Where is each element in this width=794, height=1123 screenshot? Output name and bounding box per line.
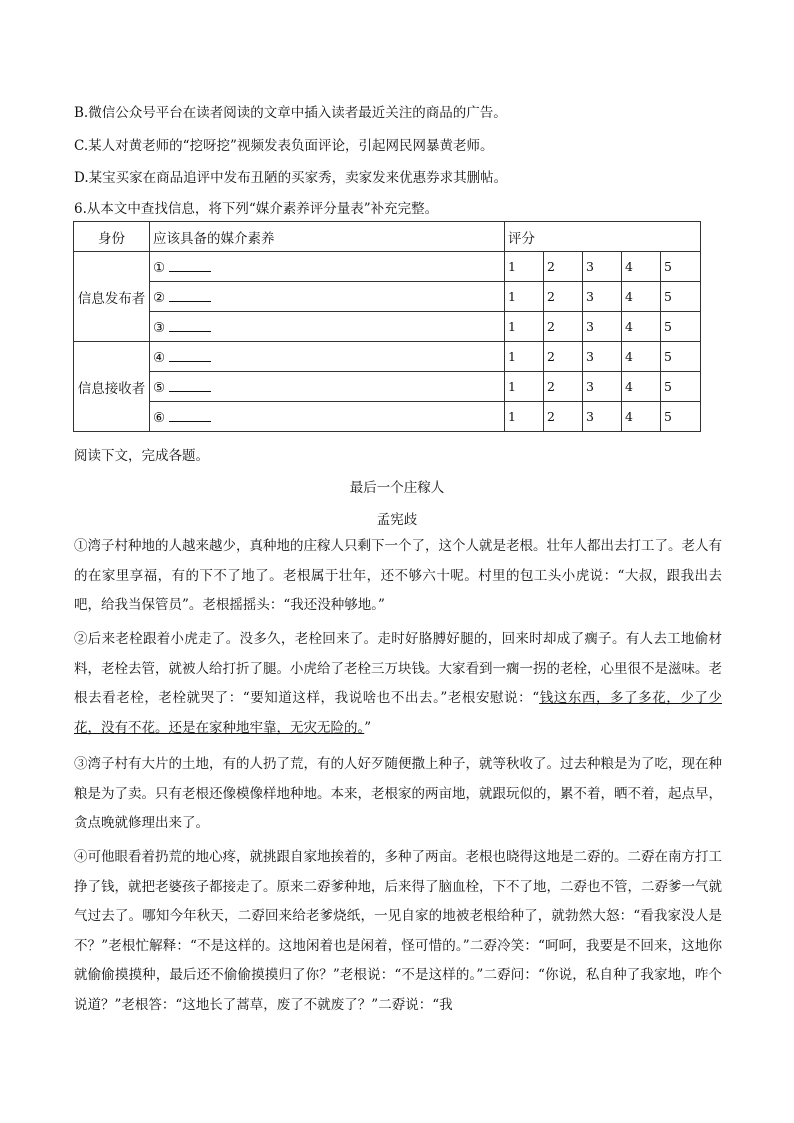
blank-marker: ⑥: [153, 410, 166, 426]
table-row: [74, 312, 701, 342]
answer-blank-4[interactable]: [150, 342, 505, 372]
score-option[interactable]: 2: [544, 312, 583, 342]
table-row: [74, 282, 701, 312]
blank-marker: ④: [153, 350, 166, 366]
header-role: 身份: [74, 222, 150, 252]
answer-blank-5[interactable]: [150, 372, 505, 402]
table-row: [74, 252, 701, 282]
option-c: C.某人对黄老师的“挖呀挖”视频发表负面评论，引起网民网暴黄老师。: [74, 138, 494, 154]
score-option[interactable]: 2: [544, 282, 583, 312]
score-option[interactable]: 2: [544, 402, 583, 432]
article-title: 最后一个庄稼人: [349, 480, 445, 496]
score-option[interactable]: 1: [505, 372, 544, 402]
blank-marker: ②: [153, 290, 166, 306]
answer-underline: [169, 257, 211, 272]
score-option[interactable]: 5: [661, 312, 701, 342]
paragraph-1: ①湾子村种地的人越来越少，真种地的庄稼人只剩下一个了，这个人就是老根。壮年人都出去打工了。老人有的在家里享福，有的下不了地了。老根属于壮年，还不够六十呢。村里的包工头小虎说：“大叔，跟我出去吧，给我当保管员”。老根摇摇头：“我还没种够地。”: [74, 538, 722, 613]
score-option[interactable]: 4: [622, 312, 661, 342]
option-d: D.某宝买家在商品追评中发布丑陋的买家秀，卖家发来优惠券求其删帖。: [74, 170, 508, 186]
score-option[interactable]: 1: [505, 312, 544, 342]
paragraph-2-text: ②后来老栓跟着小虎走了。没多久，老栓回来了。走时好胳膊好腿的，回来时却成了瘸子。有人去工地偷材料，老栓去管，就被人给打折了腿。小虎给了老栓三万块钱。大家看到一瘸一拐的老栓，心里很不是滋味。老根去看老栓，老栓就哭了：“要知道这样，我说啥也不出去。”老根安慰说：“: [74, 631, 722, 706]
answer-underline: [169, 377, 211, 392]
score-option[interactable]: 1: [505, 252, 544, 282]
answer-blank-2[interactable]: [150, 282, 505, 312]
role-publisher: 信息发布者: [74, 252, 150, 342]
score-option[interactable]: 1: [505, 342, 544, 372]
role-receiver: 信息接收者: [74, 342, 150, 432]
table-row: [74, 342, 701, 372]
score-option[interactable]: 3: [583, 402, 622, 432]
score-option[interactable]: 3: [583, 312, 622, 342]
header-literacy: 应该具备的媒介素养: [150, 222, 505, 252]
answer-underline: [169, 287, 211, 302]
score-option[interactable]: 4: [622, 402, 661, 432]
score-option[interactable]: 5: [661, 282, 701, 312]
blank-marker: ⑤: [153, 380, 166, 396]
score-option[interactable]: 4: [622, 342, 661, 372]
score-option[interactable]: 3: [583, 252, 622, 282]
score-option[interactable]: 5: [661, 342, 701, 372]
score-option[interactable]: 5: [661, 372, 701, 402]
score-option[interactable]: 4: [622, 252, 661, 282]
paragraph-2: [74, 625, 722, 743]
score-option[interactable]: 2: [544, 372, 583, 402]
answer-underline: [169, 407, 211, 422]
question-6-prompt: 6.从本文中查找信息，将下列“媒介素养评分量表”补充完整。: [74, 201, 439, 217]
table-row: [74, 372, 701, 402]
blank-marker: ①: [153, 260, 166, 276]
score-option[interactable]: 3: [583, 372, 622, 402]
blank-marker: ③: [153, 320, 166, 336]
score-option[interactable]: 3: [583, 282, 622, 312]
paragraph-2-close-quote: ”: [364, 719, 372, 736]
media-literacy-scale-table: [73, 221, 701, 432]
underlined-quote: 钱这东西，多了多花，少了少花，没有不花。还是在家种地牢靠，无灾无险的。: [74, 690, 722, 736]
paragraph-3: ③湾子村有大片的土地，有的人扔了荒，有的人好歹随便撒上种子，就等秋收了。过去种粮是为了吃，现在种粮是为了卖。只有老根还像模像样地种地。本来，老根家的两亩地，就跟玩似的，累不着，晒不着，起点早，贪点晚就修理出来了。: [74, 756, 722, 831]
table-header-row: [74, 222, 701, 252]
answer-underline: [169, 347, 211, 362]
score-option[interactable]: 2: [544, 252, 583, 282]
score-option[interactable]: 4: [622, 372, 661, 402]
score-option[interactable]: 2: [544, 342, 583, 372]
answer-blank-3[interactable]: [150, 312, 505, 342]
score-option[interactable]: 5: [661, 402, 701, 432]
option-b: B.微信公众号平台在读者阅读的文章中插入读者最近关注的商品的广告。: [74, 105, 507, 121]
table-row: [74, 402, 701, 432]
score-option[interactable]: 1: [505, 402, 544, 432]
answer-blank-6[interactable]: [150, 402, 505, 432]
answer-underline: [169, 317, 211, 332]
reading-instruction: 阅读下文，完成各题。: [74, 448, 209, 464]
answer-blank-1[interactable]: [150, 252, 505, 282]
score-option[interactable]: 4: [622, 282, 661, 312]
score-option[interactable]: 1: [505, 282, 544, 312]
score-option[interactable]: 3: [583, 342, 622, 372]
header-score: 评分: [505, 222, 701, 252]
score-option[interactable]: 5: [661, 252, 701, 282]
paragraph-4: ④可他眼看着扔荒的地心疼，就挑跟自家地挨着的，多种了两亩。老根也晓得这地是二孬的。二孬在南方打工挣了钱，就把老婆孩子都接走了。原来二孬爹种地，后来得了脑血栓，下不了地，二孬也不管，二孬爹一气就气过去了。哪知今年秋天，二孬回来给老爹烧纸，一见自家的地被老根给种了，就勃然大怒：“看我家没人是不？”老根忙解释：“不是这样的。这地闲着也是闲着，怪可惜的。”二孬冷笑：“呵呵，我要是不回来，这地你就偷偷摸摸种，最后还不偷偷摸摸归了你？”老根说：“不是这样的。”二孬问：“你说，私自种了我家地，咋个说道？”老根答：“这地长了蒿草，废了不就废了？”二孬说：“我: [74, 849, 722, 1013]
article-author: 孟宪歧: [376, 512, 418, 528]
